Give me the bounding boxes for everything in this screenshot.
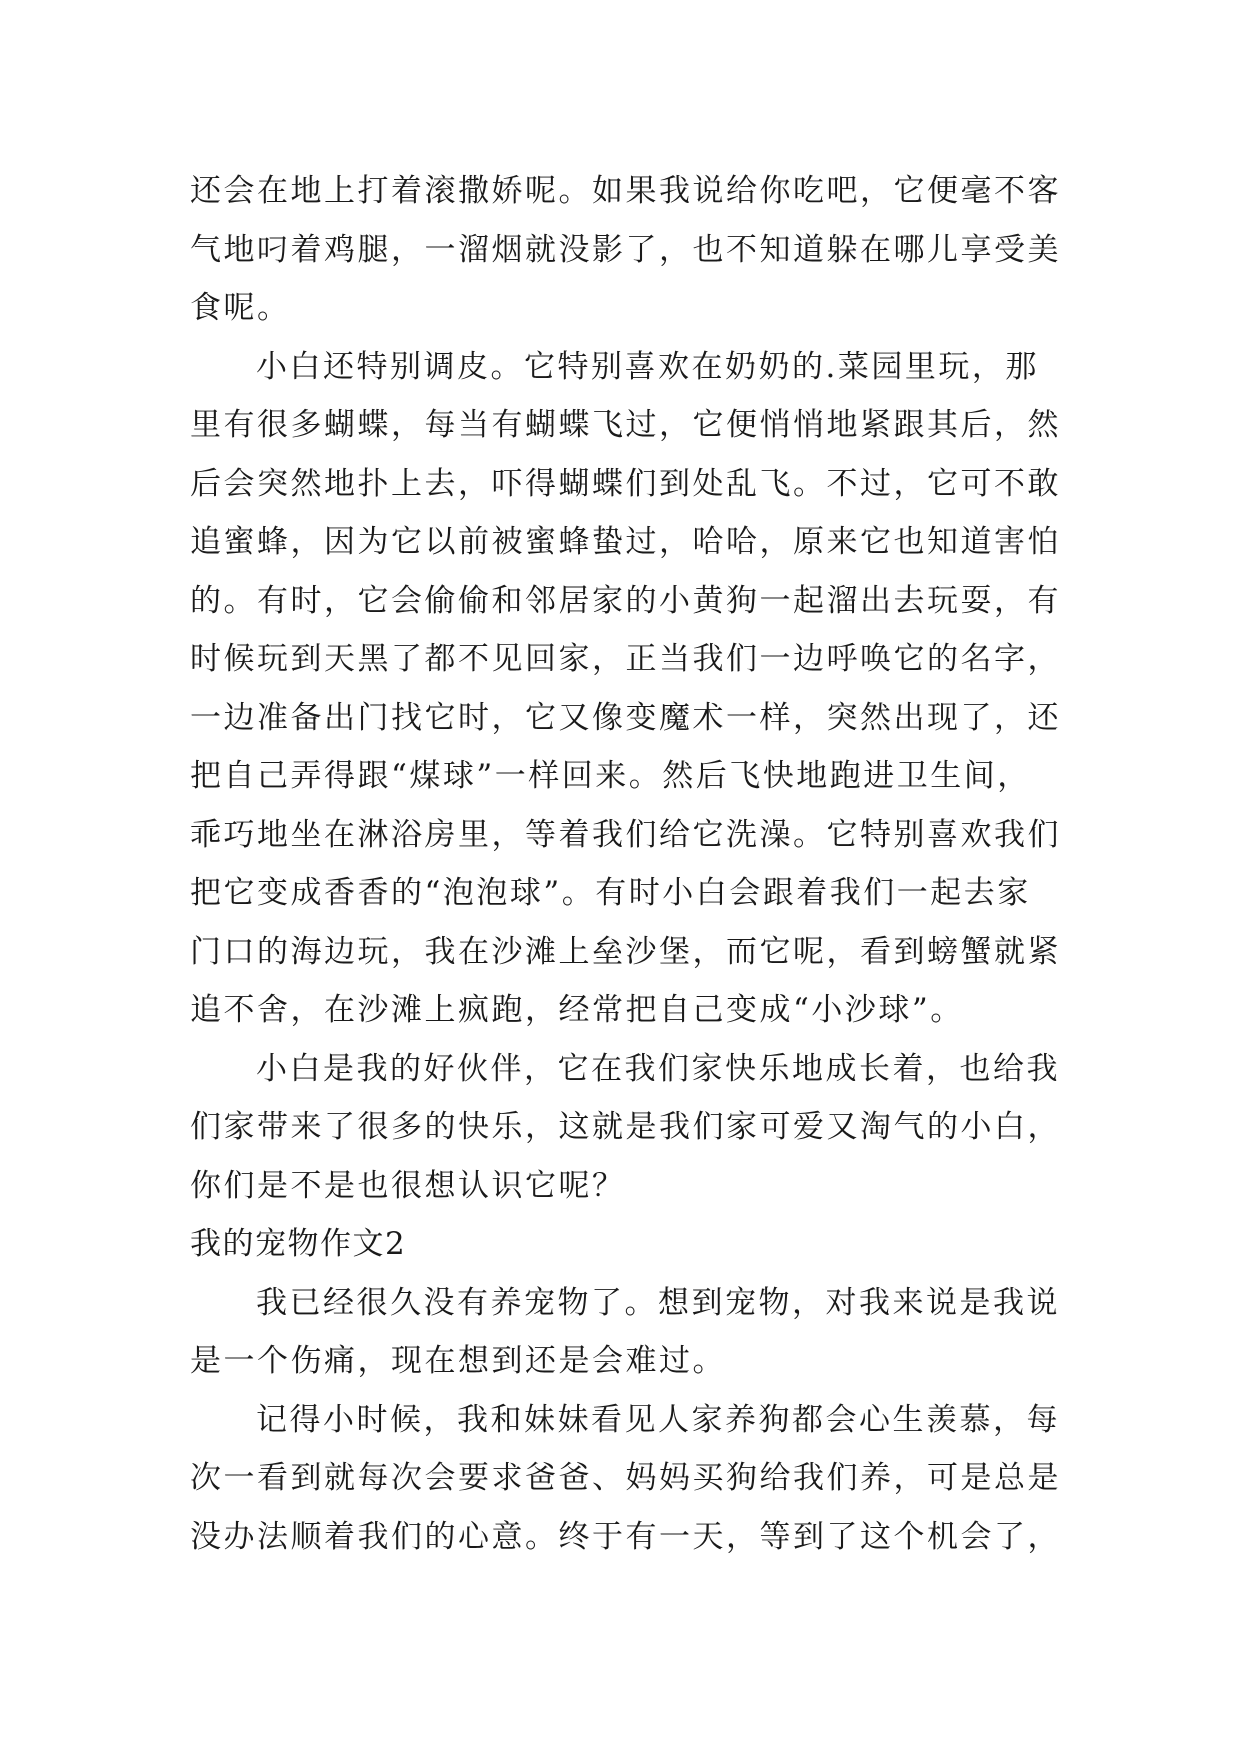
text-line: 把自己弄得跟“煤球”一样回来。然后飞快地跑进卫生间， [190, 758, 1031, 794]
text-line: 我已经很久没有养宠物了。想到宠物，对我来说是我说 [256, 1284, 1060, 1321]
text-line: 的。有时，它会偷偷和邻居家的小黄狗一起溜出去玩耍，有 [190, 582, 1061, 619]
text-line: 记得小时候，我和妹妹看见人家养狗都会心生羡慕，每 [256, 1401, 1060, 1438]
document-body [190, 162, 1080, 1566]
text-line: 后会突然地扑上去，吓得蝴蝶们到处乱飞。不过，它可不敢 [190, 465, 1061, 502]
text-line: 小白是我的好伙伴，它在我们家快乐地成长着，也给我 [256, 1050, 1060, 1087]
text-line: 一边准备出门找它时，它又像变魔术一样，突然出现了，还 [190, 699, 1061, 736]
text-line: 气地叼着鸡腿，一溜烟就没影了，也不知道躲在哪儿享受美 [190, 231, 1061, 268]
text-line: 把它变成香香的“泡泡球”。有时小白会跟着我们一起去家 [190, 875, 1031, 911]
text-line: 次一看到就每次会要求爸爸、妈妈买狗给我们养，可是总是 [190, 1460, 1061, 1496]
paragraph-2 [190, 338, 1080, 1040]
text-line: 小白还特别调皮。它特别喜欢在奶奶的.菜园里玩，那 [256, 348, 1039, 385]
paragraph-1 [190, 162, 1080, 338]
text-line: 追不舍，在沙滩上疯跑，经常把自己变成“小沙球”。 [190, 992, 964, 1028]
section-heading [190, 1215, 1080, 1274]
text-line: 食呢。 [190, 290, 291, 326]
text-line: 还会在地上打着滚撒娇呢。如果我说给你吃吧，它便毫不客 [190, 173, 1061, 209]
heading-text: 我的宠物作文2 [190, 1226, 407, 1262]
text-line: 里有很多蝴蝶，每当有蝴蝶飞过，它便悄悄地紧跟其后，然 [190, 407, 1061, 443]
text-line: 门口的海边玩，我在沙滩上垒沙堡，而它呢，看到螃蟹就紧 [190, 933, 1061, 970]
paragraph-5 [190, 1391, 1080, 1567]
paragraph-4 [190, 1274, 1080, 1391]
text-line: 乖巧地坐在淋浴房里，等着我们给它洗澡。它特别喜欢我们 [190, 816, 1061, 853]
text-line: 你们是不是也很想认识它呢？ [190, 1167, 626, 1204]
text-line: 是一个伤痛，现在想到还是会难过。 [190, 1343, 726, 1379]
text-line: 们家带来了很多的快乐，这就是我们家可爱又淘气的小白， [190, 1109, 1061, 1145]
text-line: 时候玩到天黑了都不见回家，正当我们一边呼唤它的名字， [190, 641, 1061, 677]
text-line: 没办法顺着我们的心意。终于有一天，等到了这个机会了， [190, 1518, 1061, 1555]
text-line: 追蜜蜂，因为它以前被蜜蜂蛰过，哈哈，原来它也知道害怕 [190, 524, 1061, 560]
paragraph-3 [190, 1040, 1080, 1216]
